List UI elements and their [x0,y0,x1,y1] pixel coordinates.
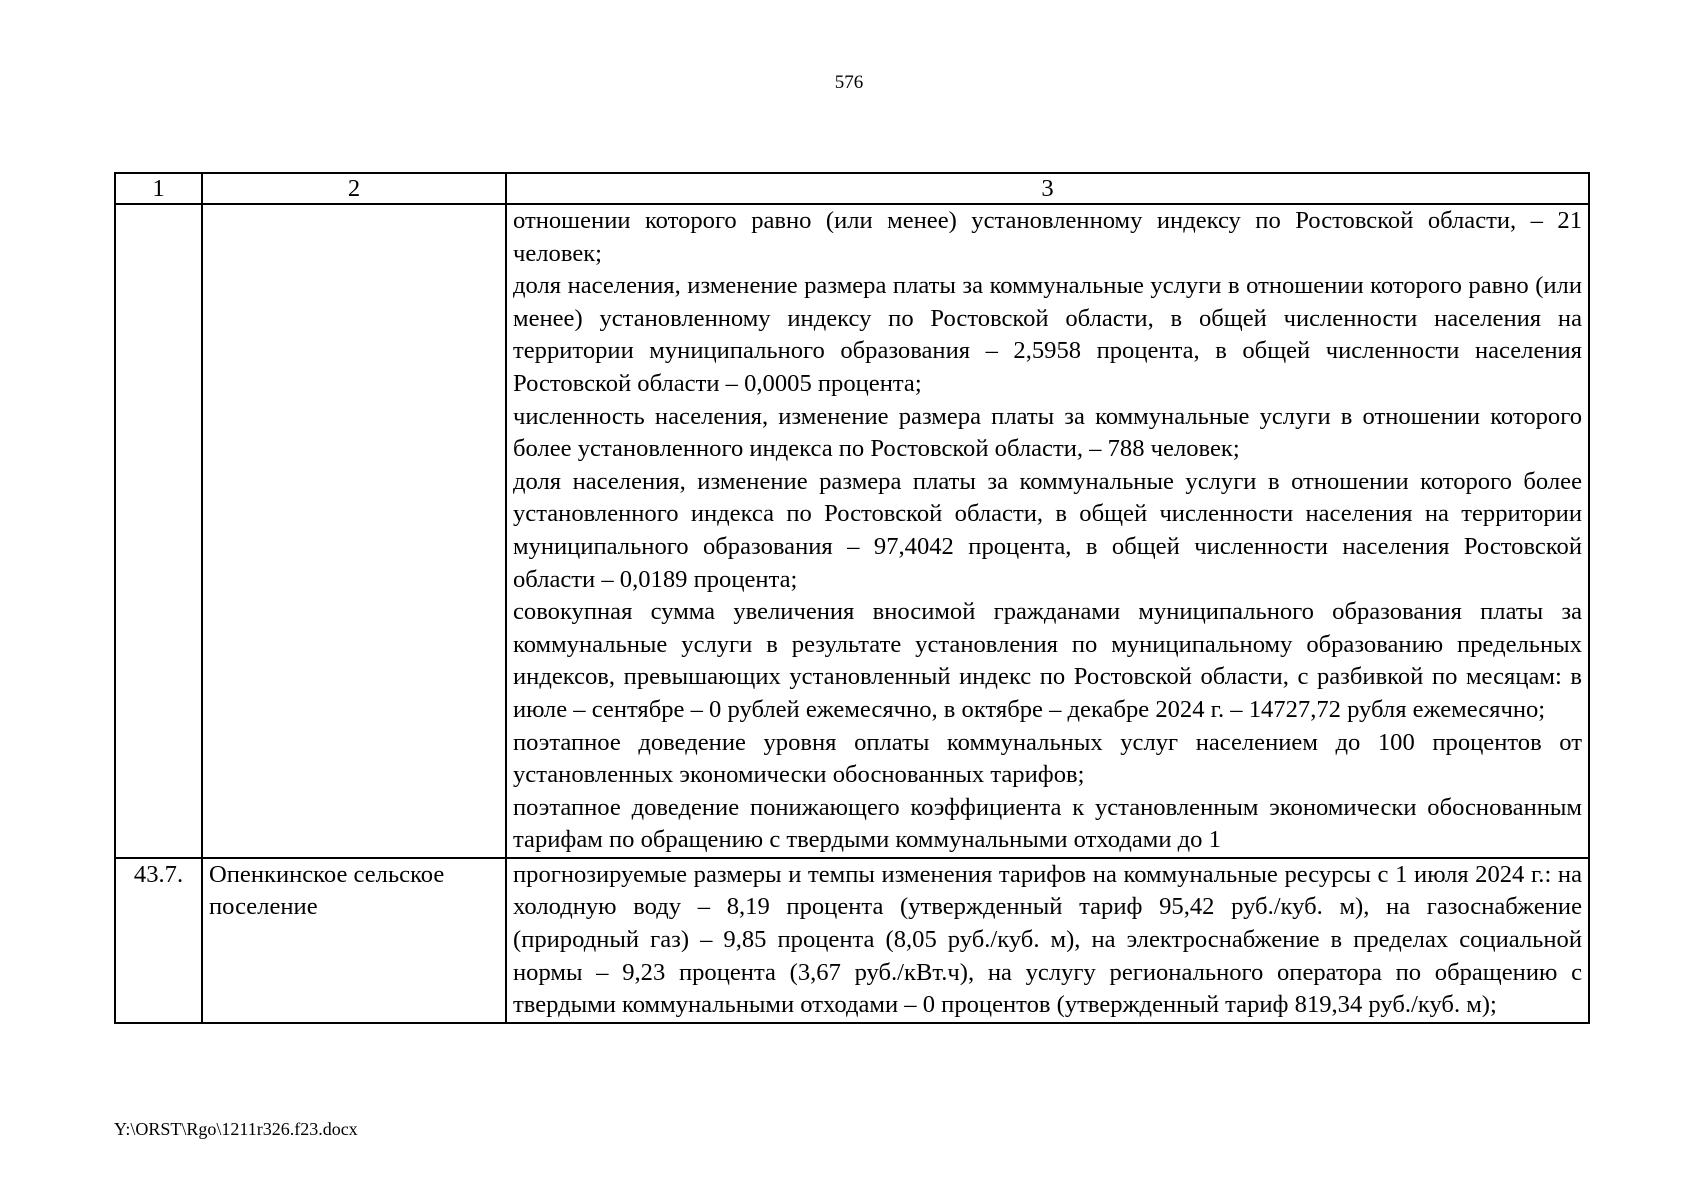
row-content [506,204,1589,858]
header-col-1: 1 [115,173,202,204]
header-col-2: 2 [202,173,506,204]
paragraph: поэтапное доведение понижающего коэффициента к установленным экономически обоснованным тарифам по обращению с твердыми коммунальными отходами до 1 [513,793,1582,854]
document-table [114,172,1590,1024]
file-path-footer: Y:\ORST\Rgo\1211r326.f23.docx [114,1119,358,1139]
page-number: 576 [834,72,864,93]
paragraph: совокупная сумма увеличения вносимой гражданами муниципального образования платы за коммунальные услуги в результате установления по муниципальному образованию предельных индексов, превышающих установленный индекс по Ростовской области, с разбивкой по месяцам: в июле – сентябре – 0 рублей ежемесячно, в октябре – декабре 2024 г. – 14727,72 рубля ежемесячно; [513,598,1582,723]
table-row [115,858,1589,1023]
table-row [115,204,1589,858]
paragraph: доля населения, изменение размера платы за коммунальные услуги в отношении которого равно (или менее) установленному индексу по Ростовской области, в общей численности населения на территории муниципального образования – 2,5958 процента, в общей численности населения Ростовской области – 0,0005 процента; [513,272,1582,397]
paragraph: прогнозируемые размеры и темпы изменения тарифов на коммунальные ресурсы с 1 июля 2024 г.: на холодную воду – 8,19 процента (утвержденный тариф 95,42 руб./куб. м), на газоснабжение (природный газ) – 9,85 процента (8,05 руб./куб. м), на электроснабжение в пределах социальной нормы – 9,23 процента (3,67 руб./кВт.ч), на услугу регионального оператора по обращению с твердыми коммунальными отходами – 0 процентов (утвержденный тариф 819,34 руб./куб. м); [513,860,1582,1019]
row-content [506,858,1589,1023]
row-name [202,204,506,858]
paragraph: поэтапное доведение уровня оплаты коммунальных услуг населением до 100 процентов от установленных экономически обоснованных тарифов; [513,728,1582,789]
row-name: Опенкинское сельское поселение [202,858,506,1023]
row-number: 43.7. [115,858,202,1023]
paragraph: доля населения, изменение размера платы за коммунальные услуги в отношении которого более установленного индекса по Ростовской области, в общей численности населения на территории муниципального образования – 97,4042 процента, в общей численности населения Ростовской области – 0,0189 процента; [513,467,1582,593]
paragraph: численность населения, изменение размера платы за коммунальные услуги в отношении которого более установленного индекса по Ростовской области, – 788 человек; [513,402,1582,463]
table-header-row [115,173,1589,204]
paragraph: отношении которого равно (или менее) установленному индексу по Ростовской области, – 21 человек; [513,207,1582,267]
row-number [115,204,202,858]
header-col-3: 3 [506,173,1589,204]
